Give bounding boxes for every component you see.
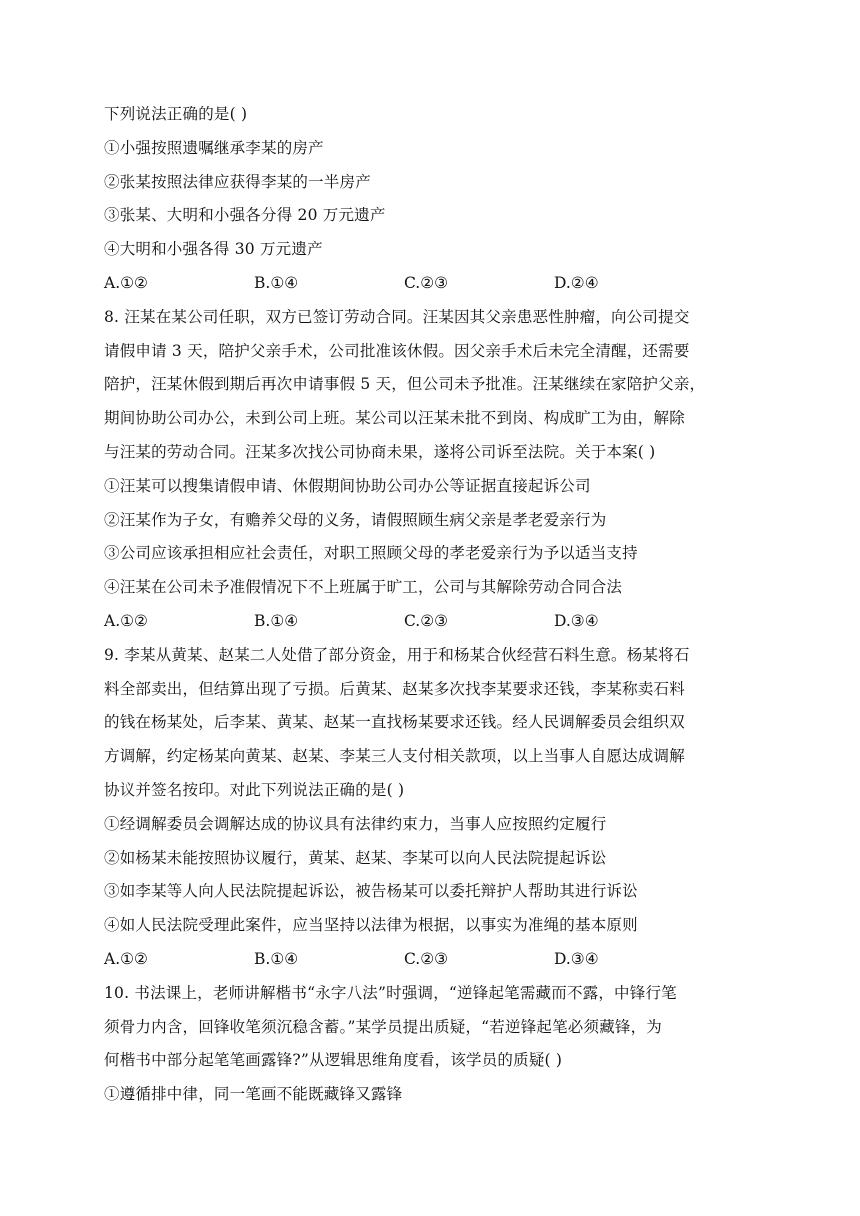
question-7-item-1: ①小强按照遗嘱继承李某的房产	[104, 138, 324, 157]
question-8-stem-line-2: 请假申请 3 天，陪护父亲手术，公司批准该休假。因父亲手术后未完全清醒，还需要	[104, 341, 690, 360]
question-7	[104, 98, 784, 301]
question-7-item-2: ②张某按照法律应获得李某的一半房产	[104, 172, 371, 191]
question-9-item-2: ②如杨某未能按照协议履行，黄某、赵某、李某可以向人民法院提起诉讼	[104, 848, 607, 867]
question-8-item-1: ①汪某可以搜集请假申请、休假期间协助公司办公等证据直接起诉公司	[104, 476, 591, 495]
question-8-stem-line-4: 期间协助公司办公，未到公司上班。某公司以汪某未批不到岗、构成旷工为由，解除	[104, 409, 685, 428]
question-9-option-d: D.③④	[554, 949, 599, 968]
question-9-option-c: C.②③	[404, 949, 449, 968]
question-8-item-2: ②汪某作为子女，有赡养父母的义务，请假照顾生病父亲是孝老爱亲行为	[104, 510, 607, 529]
question-9	[104, 639, 784, 977]
question-8-item-4: ④汪某在公司未予准假情况下不上班属于旷工，公司与其解除劳动合同合法	[104, 578, 623, 597]
question-7-stem-tail: 下列说法正确的是( )	[104, 105, 248, 123]
question-7-option-b: B.①④	[254, 273, 299, 292]
question-8-stem-line-3: 陪护，汪某休假到期后再次申请事假 5 天，但公司未予批准。汪某继续在家陪护父亲，	[104, 375, 706, 394]
question-9-item-1: ①经调解委员会调解达成的协议具有法律约束力，当事人应按照约定履行	[104, 814, 607, 833]
question-9-stem-line-4: 方调解，约定杨某向黄某、赵某、李某三人支付相关款项，以上当事人自愿达成调解	[104, 747, 685, 766]
question-9-stem-line-5: 协议并签名按印。对此下列说法正确的是( )	[104, 780, 405, 799]
question-10-stem-line-1: 10. 书法课上，老师讲解楷书“永字八法”时强调，“逆锋起笔需藏而不露，中锋行笔	[104, 983, 677, 1002]
question-7-options	[104, 267, 784, 301]
question-8-stem-line-1: 8. 汪某在某公司任职，双方已签订劳动合同。汪某因其父亲患恶性肿瘤，向公司提交	[104, 307, 690, 326]
question-10-item-1: ①遵循排中律，同一笔画不能既藏锋又露锋	[104, 1085, 403, 1104]
question-8-option-c: C.②③	[404, 611, 449, 630]
question-8-option-a: A.①②	[104, 611, 148, 630]
question-9-stem-line-3: 的钱在杨某处，后李某、黄某、赵某一直找杨某要求还钱。经人民调解委员会组织双	[104, 713, 685, 732]
question-8-options	[104, 605, 784, 639]
question-7-option-a: A.①②	[104, 273, 148, 292]
question-10	[104, 977, 784, 1112]
question-9-options	[104, 943, 784, 977]
question-9-option-b: B.①④	[254, 949, 299, 968]
exam-page	[104, 98, 784, 1112]
question-7-option-c: C.②③	[404, 273, 449, 292]
question-8	[104, 301, 784, 639]
question-9-item-4: ④如人民法院受理此案件，应当坚持以法律为根据，以事实为准绳的基本原则	[104, 916, 638, 935]
question-7-item-3: ③张某、大明和小强各分得 20 万元遗产	[104, 206, 386, 225]
question-8-option-b: B.①④	[254, 611, 299, 630]
question-8-option-d: D.③④	[554, 611, 599, 630]
question-7-option-d: D.②④	[554, 273, 599, 292]
question-10-stem-line-2: 须骨力内含，回锋收笔须沉稳含蓄。”某学员提出质疑，“若逆锋起笔必须藏锋，为	[104, 1017, 663, 1036]
question-9-stem-line-2: 料全部卖出，但结算出现了亏损。后黄某、赵某多次找李某要求还钱，李某称卖石料	[104, 679, 685, 698]
question-8-stem-line-5: 与汪某的劳动合同。汪某多次找公司协商未果，遂将公司诉至法院。关于本案( )	[104, 442, 656, 461]
question-7-item-4: ④大明和小强各得 30 万元遗产	[104, 240, 323, 259]
question-8-item-3: ③公司应该承担相应社会责任，对职工照顾父母的孝老爱亲行为予以适当支持	[104, 544, 638, 563]
question-9-item-3: ③如李某等人向人民法院提起诉讼，被告杨某可以委托辩护人帮助其进行诉讼	[104, 882, 638, 901]
question-10-stem-line-3: 何楷书中部分起笔笔画露锋?”从逻辑思维角度看，该学员的质疑( )	[104, 1051, 563, 1070]
question-9-option-a: A.①②	[104, 949, 148, 968]
question-9-stem-line-1: 9. 李某从黄某、赵某二人处借了部分资金，用于和杨某合伙经营石料生意。杨某将石	[104, 645, 690, 664]
